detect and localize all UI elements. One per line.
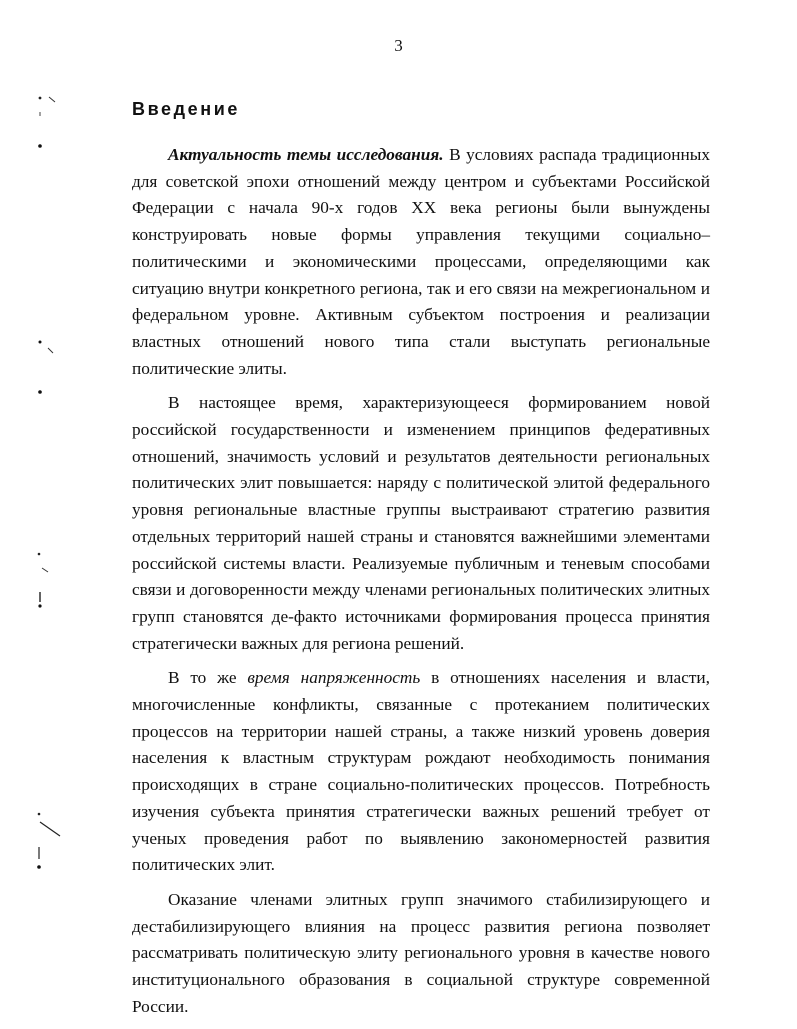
page-number: 3 xyxy=(394,36,403,55)
scan-artifact-mark xyxy=(36,808,66,838)
body-text xyxy=(132,142,710,1029)
scan-artifact-mark xyxy=(36,590,66,620)
scan-artifact-mark xyxy=(36,94,66,124)
paragraph-emphasis: время напряженность xyxy=(247,668,421,688)
scan-artifact-mark xyxy=(36,548,66,578)
scan-artifact-dot xyxy=(36,130,66,160)
paragraph-text-before: В то же xyxy=(168,668,248,688)
paragraph-text-after: в отношениях населения и власти, многочисленные конфликты, связанные с протеканием политических процессов на территории нашей страны, а также низкий уровень доверия населения к властным структурам рождают необходимость понимания происходящих в стране социально-политических процессов. Потребность изучения субъекта принятия стратегически важных решений требует от ученых проведения работ по выявлению закономерностей развития политических элит. xyxy=(132,668,710,875)
paragraph-elite-influence: Оказание членами элитных групп значимого стабилизирующего и дестабилизирующего влияния на процесс развития региона позволяет рассматривать политическую элиту регионального уровня в качестве нового институционального образования в социальной структуре современной России. xyxy=(132,889,710,1016)
scan-artifact-mark xyxy=(36,845,66,875)
section-heading: Введение xyxy=(132,99,241,119)
scan-artifact-mark xyxy=(36,338,66,368)
paragraph-tension xyxy=(132,665,710,879)
paragraph-relevance xyxy=(132,142,710,382)
paragraph-present-time: В настоящее время, характеризующееся формированием новой российской государственности и изменением принципов федеративных отношений, значимость условий и результатов деятельности региональных политических элит повышается: наряду с политической элитой федерального уровня региональные властные группы выстраивают стратегию развития отдельных территорий нашей страны и становятся важнейшими элементами российской системы власти. Реализуемые публичным и теневым способами связи и договоренности между членами региональных политических элитных групп становятся де-факто источниками формирования процесса принятия стратегически важных для региона решений. xyxy=(132,393,710,653)
paragraph-text: В условиях распада традиционных для советской эпохи отношений между центром и субъектами Российской Федерации с начала 90-х годов XX века регионы были вынуждены конструировать новые формы управления текущими социально–политическими и экономическими процессами, определяющими как ситуацию внутри конкретного региона, так и его связи на межрегиональном и федеральном уровне. Активным субъектом построения и реализации властных отношений нового типа стали выступать региональные политические элиты. xyxy=(132,145,710,378)
paragraph-lead: Актуальность темы исследования. xyxy=(168,145,444,164)
scan-artifact-dot xyxy=(36,378,66,408)
